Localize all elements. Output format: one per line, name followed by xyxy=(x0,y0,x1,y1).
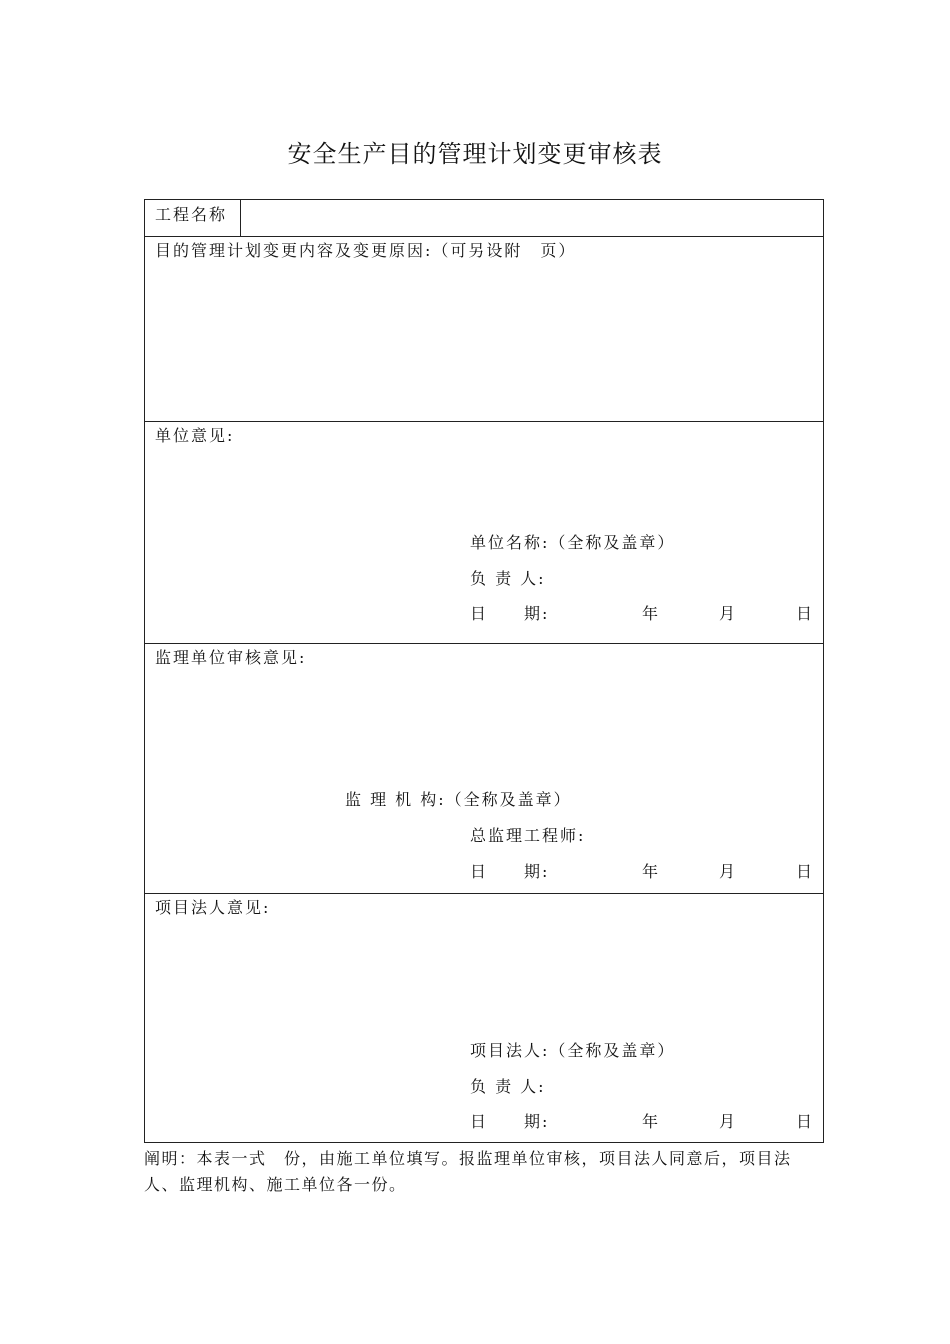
unit-month-label: 月 xyxy=(719,604,738,623)
supervisor-opinion-label: 监理单位审核意见: xyxy=(155,648,307,667)
review-form-table xyxy=(144,199,824,1143)
supervisor-day-label: 日 xyxy=(796,862,815,881)
project-name-field[interactable] xyxy=(251,205,811,225)
row-divider xyxy=(145,643,823,644)
unit-date-label: 日 期: xyxy=(470,604,550,623)
footnote: 阐明：本表一式 份，由施工单位填写。报监理单位审核，项目法人同意后，项目法人、监理机构、施工单位各一份。 xyxy=(144,1149,792,1194)
unit-year-label: 年 xyxy=(642,604,661,623)
project-name-label: 工程名称 xyxy=(155,205,228,224)
attachment-note: （可另设附 页） xyxy=(432,241,577,260)
project-name-divider xyxy=(240,200,241,236)
chief-supervisor-label: 总监理工程师: xyxy=(470,826,586,845)
supervisor-year-label: 年 xyxy=(642,862,661,881)
unit-name-text: 单位名称: xyxy=(470,533,550,552)
row-divider xyxy=(145,421,823,422)
page-title: 安全生产目的管理计划变更审核表 xyxy=(287,140,663,168)
row-divider xyxy=(145,893,823,894)
unit-day-label: 日 xyxy=(796,604,815,623)
owner-name-text: 项目法人: xyxy=(470,1041,550,1060)
supervisor-org-label xyxy=(345,790,572,810)
change-content-label[interactable] xyxy=(155,241,576,261)
unit-name-note: （全称及盖章） xyxy=(549,533,676,552)
owner-opinion-label: 项目法人意见: xyxy=(155,898,271,917)
owner-month-label: 月 xyxy=(719,1112,738,1131)
owner-year-label: 年 xyxy=(642,1112,661,1131)
supervisor-org-text: 监 理 机 构: xyxy=(345,790,446,809)
supervisor-org-note: （全称及盖章） xyxy=(445,790,572,809)
owner-person-label: 负 责 人: xyxy=(470,1077,546,1096)
unit-name-label xyxy=(470,533,675,553)
owner-name-label xyxy=(470,1041,675,1061)
owner-name-note: （全称及盖章） xyxy=(549,1041,676,1060)
row-divider xyxy=(145,236,823,237)
supervisor-date-label: 日 期: xyxy=(470,862,550,881)
owner-day-label: 日 xyxy=(796,1112,815,1131)
unit-opinion-label: 单位意见: xyxy=(155,426,235,445)
unit-person-label: 负 责 人: xyxy=(470,569,546,588)
owner-date-label: 日 期: xyxy=(470,1112,550,1131)
supervisor-month-label: 月 xyxy=(719,862,738,881)
change-content-label-text: 目的管理计划变更内容及变更原因: xyxy=(155,241,433,260)
